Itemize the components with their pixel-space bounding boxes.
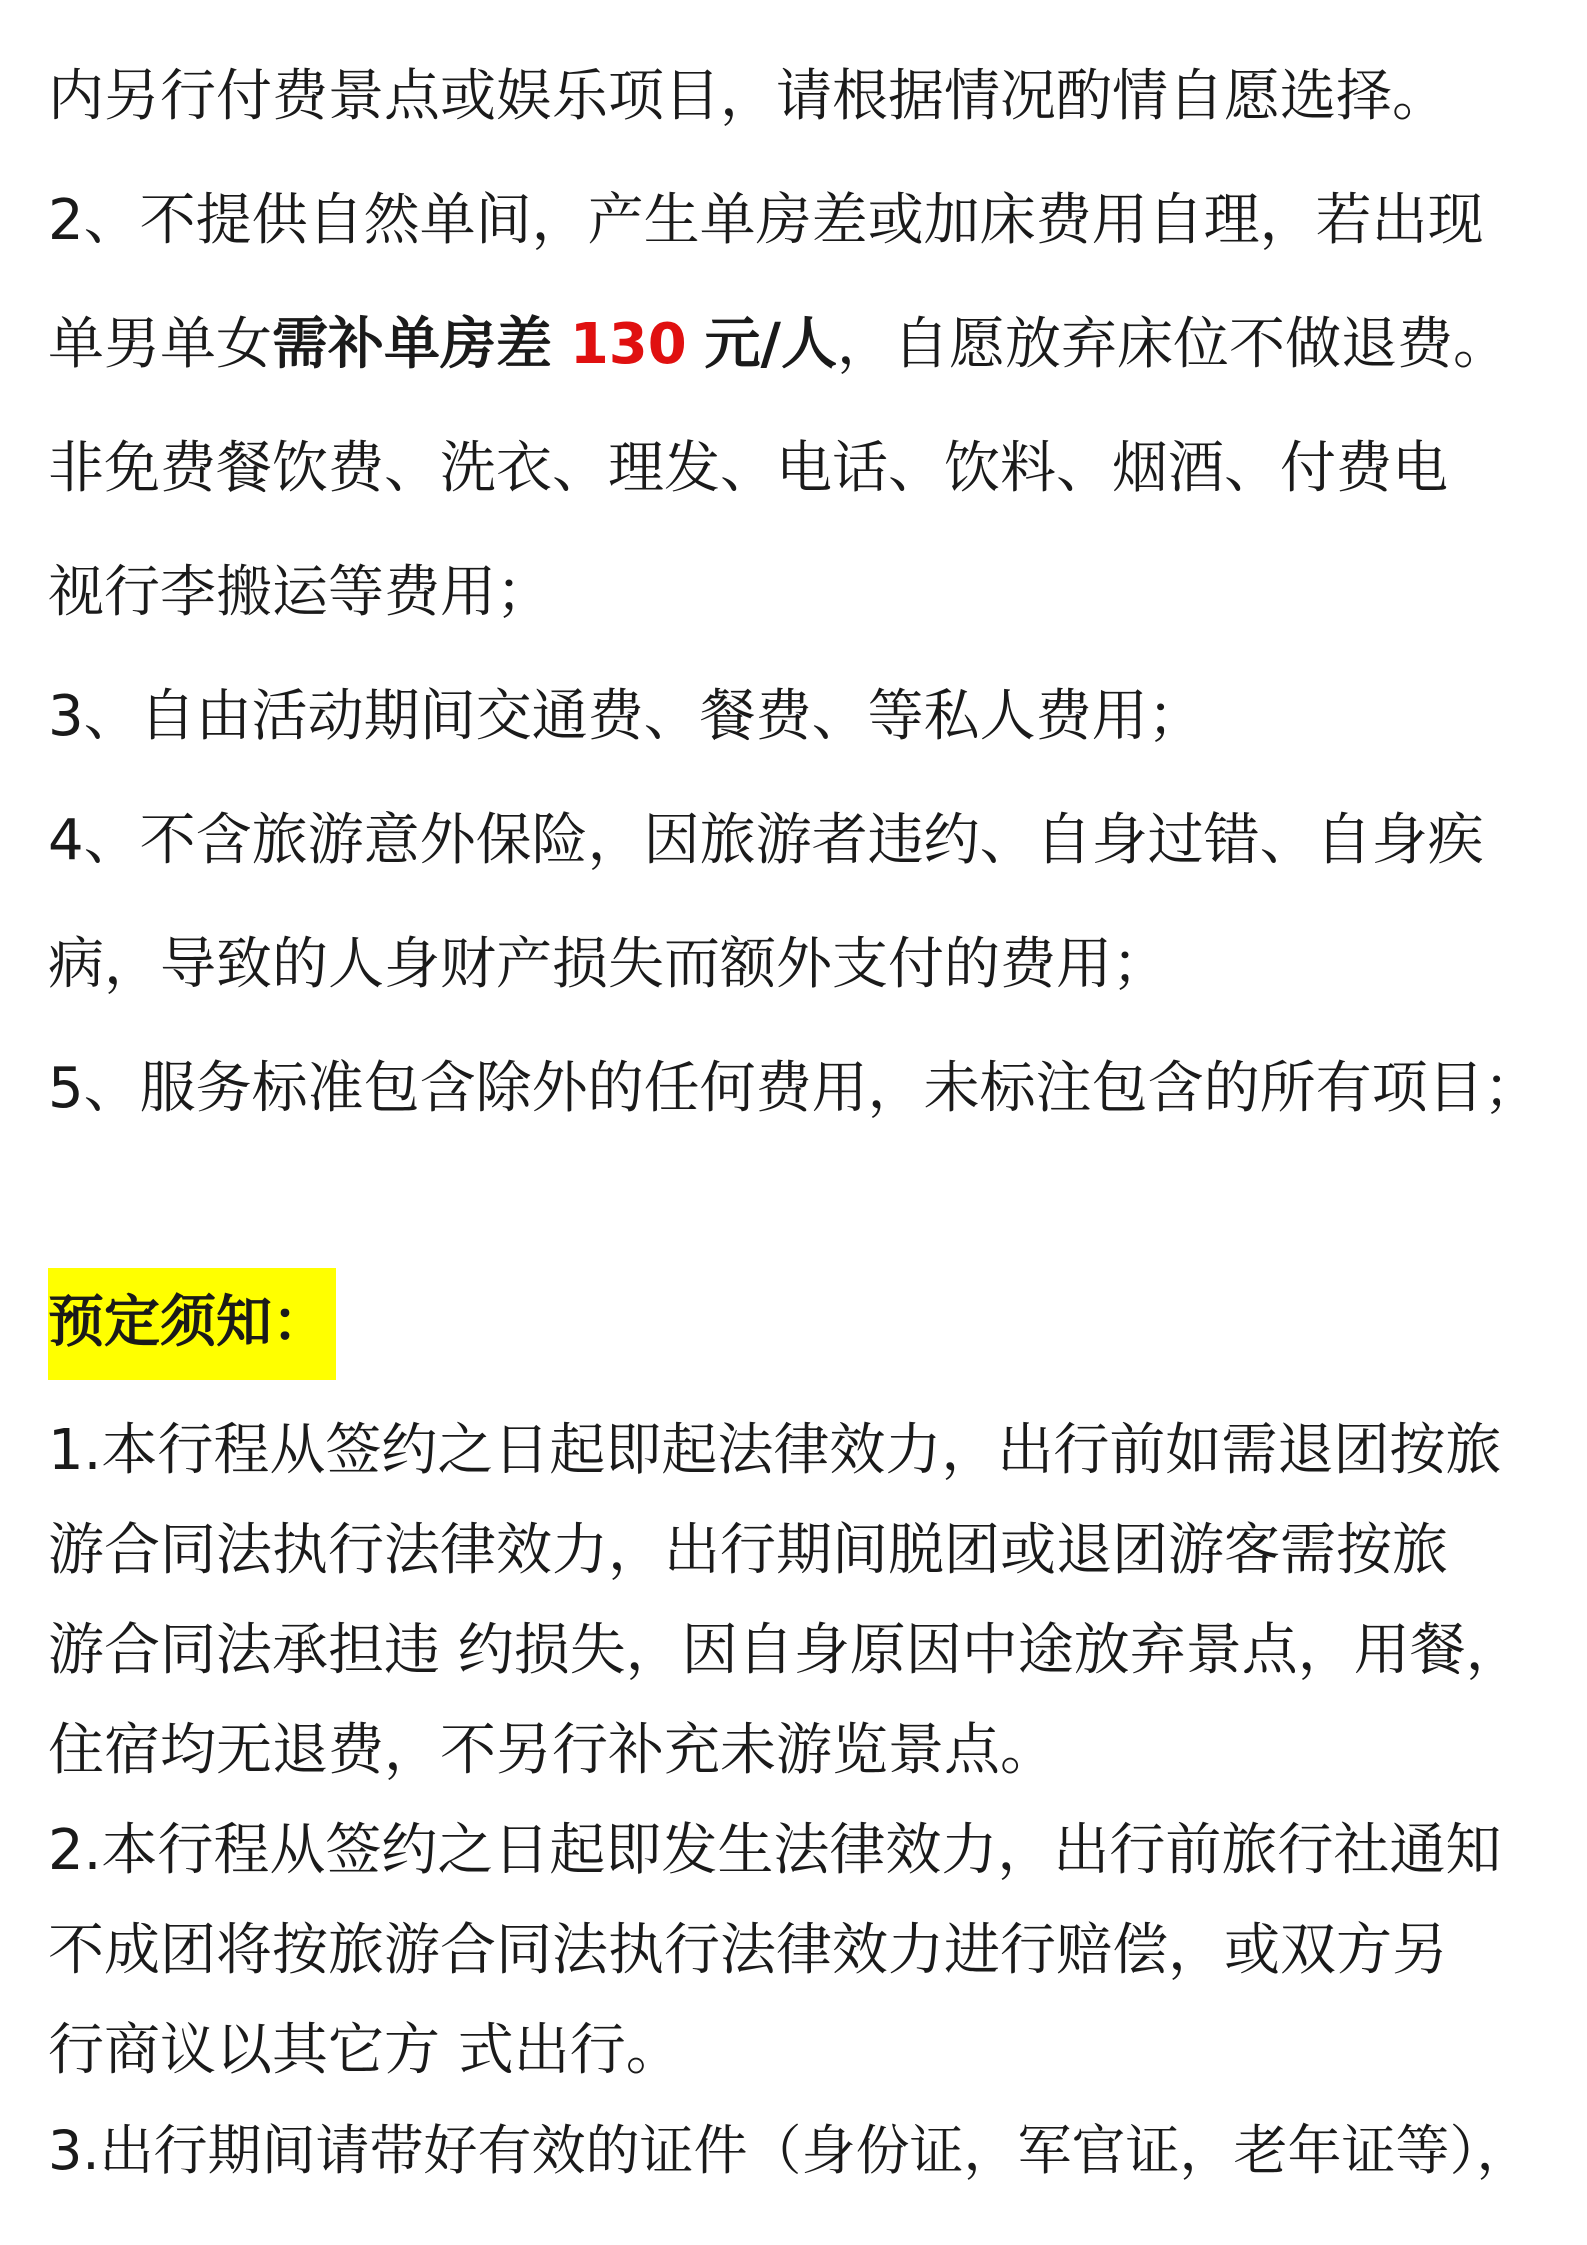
booking-line-6: 不成团将按旅游合同法执行法律效力进行赔偿，或双方另 bbox=[48, 1918, 1448, 1983]
fees-line-5: 视行李搬运等费用； bbox=[48, 560, 552, 625]
fees-line-7: 4、不含旅游意外保险，因旅游者违约、自身过错、自身疾 bbox=[48, 808, 1484, 873]
single-room-supplement-unit: 元/人 bbox=[704, 312, 837, 377]
fees-line-9: 5、服务标准包含除外的任何费用，未标注包含的所有项目； bbox=[48, 1056, 1540, 1121]
single-room-supplement-amount: 130 bbox=[569, 312, 687, 377]
fees-line-6: 3、自由活动期间交通费、餐费、等私人费用； bbox=[48, 684, 1204, 749]
booking-line-1: 1.本行程从签约之日起即起法律效力，出行前如需退团按旅 bbox=[48, 1418, 1502, 1483]
fees-line-3 bbox=[48, 310, 1509, 380]
booking-line-2: 游合同法执行法律效力，出行期间脱团或退团游客需按旅 bbox=[48, 1518, 1448, 1583]
fees-line-8: 病，导致的人身财产损失而额外支付的费用； bbox=[48, 932, 1168, 997]
booking-line-8: 3.出行期间请带好有效的证件（身份证，军官证，老年证等）， bbox=[48, 2119, 1531, 2182]
booking-line-7: 行商议以其它方 式出行。 bbox=[48, 2018, 682, 2083]
fees-line-3-suffix: ，自愿放弃床位不做退费。 bbox=[836, 312, 1509, 377]
fees-line-2: 2、不提供自然单间，产生单房差或加床费用自理，若出现 bbox=[48, 188, 1484, 253]
fees-line-4: 非免费餐饮费、洗衣、理发、电话、饮料、烟酒、付费电 bbox=[48, 436, 1448, 501]
single-room-supplement-label: 需补单房差 bbox=[272, 312, 552, 377]
fees-line-1: 内另行付费景点或娱乐项目，请根据情况酌情自愿选择。 bbox=[48, 64, 1448, 129]
booking-line-3: 游合同法承担违 约损失，因自身原因中途放弃景点，用餐， bbox=[48, 1618, 1522, 1683]
booking-line-4: 住宿均无退费，不另行补充未游览景点。 bbox=[48, 1718, 1056, 1783]
booking-line-5: 2.本行程从签约之日起即发生法律效力，出行前旅行社通知 bbox=[48, 1818, 1502, 1883]
booking-notice-highlight bbox=[48, 1268, 336, 1380]
fees-line-3-prefix: 单男单女 bbox=[48, 312, 272, 377]
booking-notice-heading: 预定须知： bbox=[48, 1290, 328, 1355]
